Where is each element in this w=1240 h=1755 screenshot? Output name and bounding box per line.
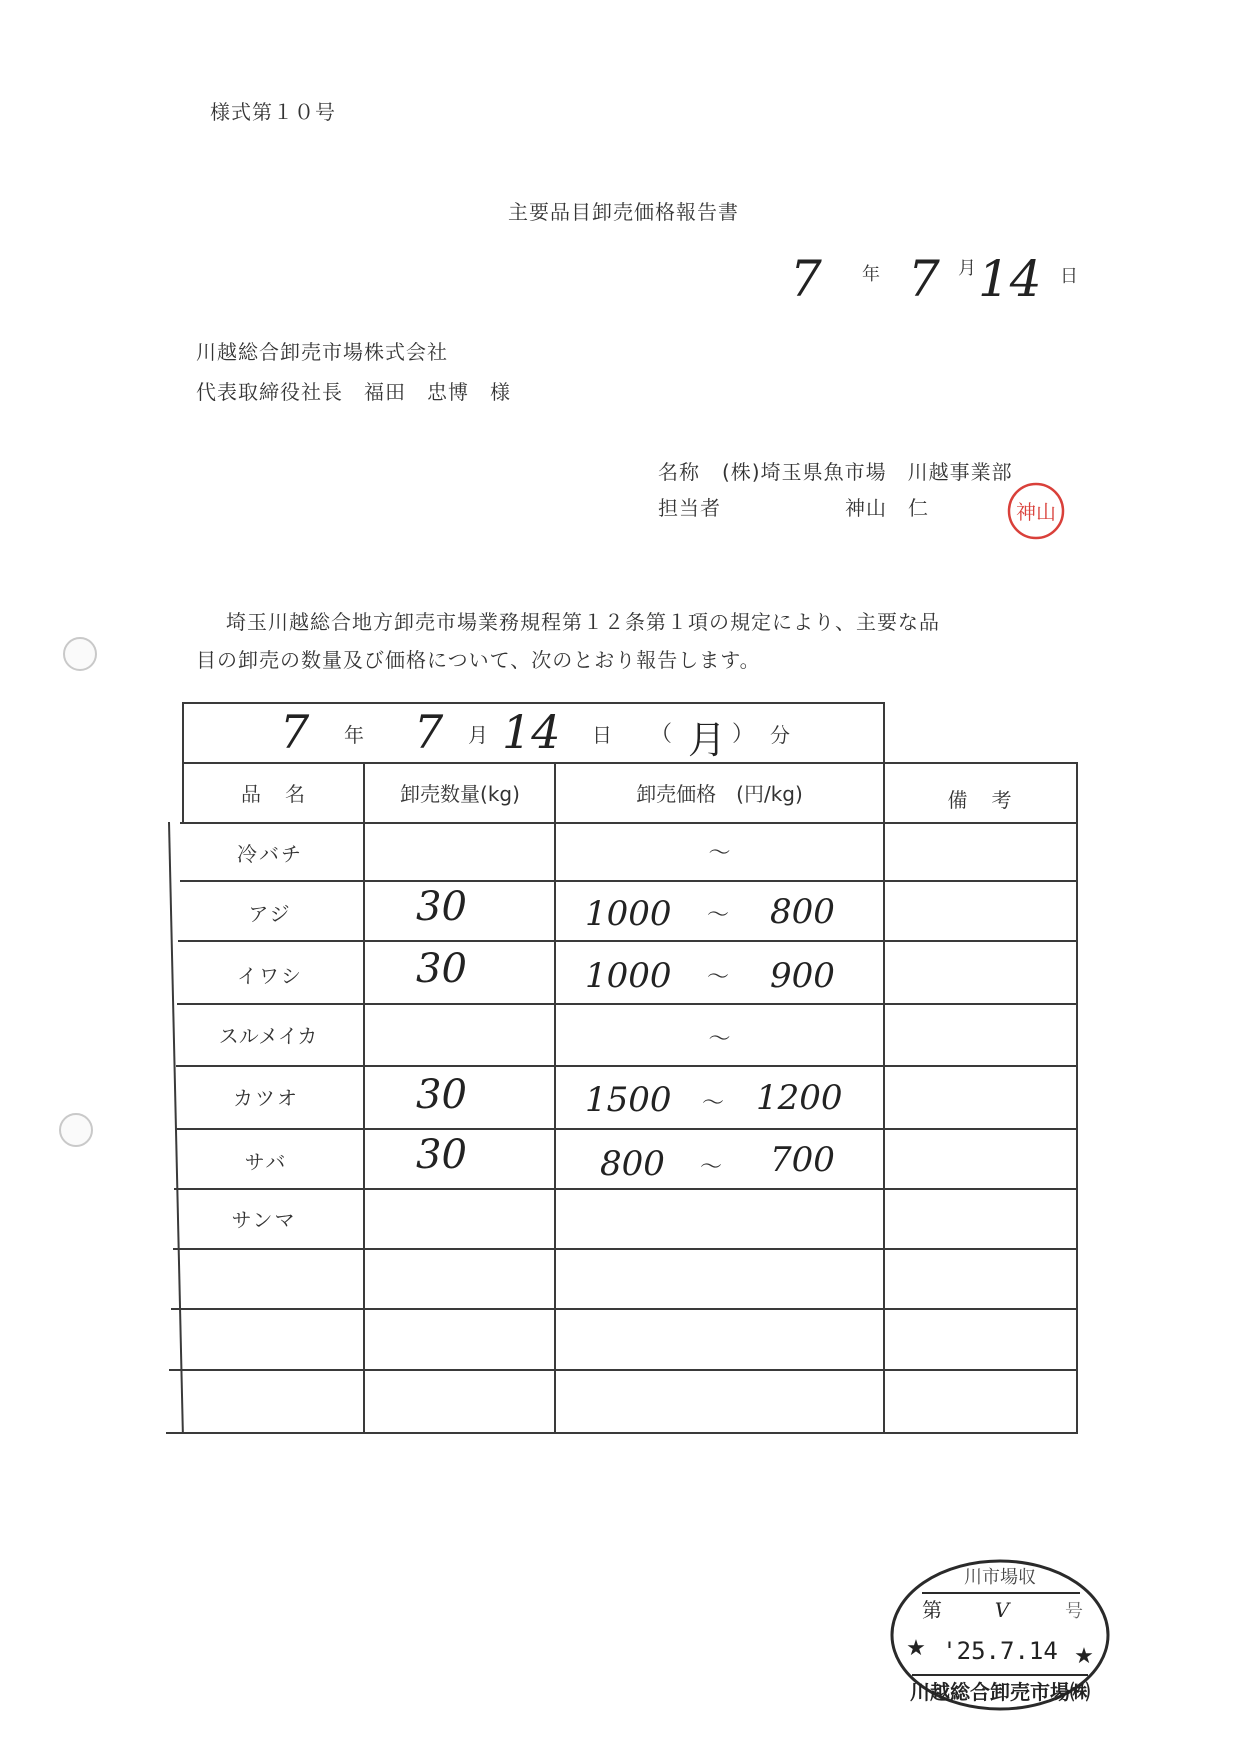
recipient-person: 代表取締役社長 福田 忠博 様	[196, 380, 511, 404]
table-row-line-2	[178, 940, 1078, 942]
table-date-day-unit: 日	[592, 723, 613, 747]
table-row-price-high: 1000	[585, 956, 672, 996]
table-row-line-6	[174, 1188, 1078, 1190]
table-row-price-high: 1500	[585, 1080, 672, 1120]
table-row-item: 冷バチ	[237, 842, 303, 866]
table-date-suffix: 分	[770, 723, 791, 747]
table-date-open-paren: （	[650, 722, 674, 747]
table-row-price-low: 800	[770, 892, 835, 932]
table-date-month-unit: 月	[468, 723, 489, 747]
table-date-weekday: 月	[688, 718, 727, 762]
receipt-stamp	[886, 1555, 1114, 1715]
table-row-line-3	[177, 1003, 1078, 1005]
table-row-price-low: 700	[770, 1140, 835, 1180]
body-text-line-1: 埼玉川越総合地方卸売市場業務規程第１２条第１項の規定により、主要な品	[226, 610, 940, 634]
sender-person-value: 神山 仁	[845, 496, 929, 520]
sender-person-label: 担当者	[658, 496, 721, 520]
table-date-year-unit: 年	[344, 723, 365, 747]
table-row-line-5	[175, 1128, 1078, 1130]
table-header-date	[280, 705, 820, 761]
body-text-line-2: 目の卸売の数量及び価格について、次のとおり報告します。	[196, 648, 761, 672]
seal-text: 神山	[1016, 500, 1056, 524]
table-date-close-paren: ）	[732, 722, 756, 747]
table-right-border	[1076, 762, 1078, 1434]
stamp-bottom-text: 川越総合卸売市場㈱	[910, 1680, 1090, 1704]
sender-name-label: 名称	[658, 460, 700, 484]
table-row-item: サンマ	[231, 1208, 297, 1232]
table-row-item: アジ	[248, 902, 292, 926]
table-header-bottom	[183, 762, 1078, 764]
date-month-unit: 月	[958, 258, 977, 279]
table-row-tilde: 〜	[708, 1027, 731, 1052]
table-date-day: 14	[502, 705, 561, 759]
column-header-note: 備 考	[947, 788, 1014, 812]
stamp-date: '25.7.14	[942, 1637, 1058, 1665]
table-row-quantity: 30	[416, 946, 467, 992]
table-col-line-1	[363, 762, 365, 1434]
table-row-item: イワシ	[237, 964, 303, 988]
table-row-tilde: 〜	[707, 965, 730, 990]
table-row-price-low: 1200	[756, 1078, 843, 1118]
table-row-price-high: 1000	[585, 894, 672, 934]
table-date-month: 7	[414, 705, 444, 759]
table-row-line-9	[169, 1369, 1078, 1371]
table-row-item: カツオ	[233, 1086, 299, 1110]
stamp-left-char: 第	[922, 1598, 942, 1622]
table-row-quantity: 30	[416, 884, 467, 930]
date-year-unit: 年	[862, 264, 881, 285]
column-header-item: 品 名	[241, 782, 307, 806]
table-columns-bottom	[180, 822, 1078, 824]
date-day: 14	[978, 250, 1042, 308]
table-row-price-low: 900	[770, 956, 835, 996]
form-number: 様式第１０号	[210, 100, 336, 124]
table-bottom-border	[166, 1432, 1078, 1434]
table-row-item: スルメイカ	[218, 1024, 318, 1048]
stamp-right-char: 号	[1065, 1601, 1083, 1622]
stamp-star-right: ★	[1074, 1644, 1094, 1669]
table-row-line-4	[176, 1065, 1078, 1067]
date-month: 7	[908, 250, 940, 308]
column-header-price: 卸売価格 (円/kg)	[636, 782, 803, 806]
table-row-line-7	[173, 1248, 1078, 1250]
table-row-tilde: 〜	[700, 1155, 723, 1180]
table-top-border	[183, 702, 885, 704]
table-row-quantity: 30	[416, 1072, 467, 1118]
table-row-line-1	[180, 880, 1078, 882]
table-row-quantity: 30	[416, 1132, 467, 1178]
table-row-tilde: 〜	[702, 1091, 725, 1116]
sender-name-value: (株)埼玉県魚市場 川越事業部	[722, 460, 1013, 484]
table-row-item: サバ	[244, 1150, 288, 1174]
date-day-unit: 日	[1060, 266, 1079, 287]
table-row-line-8	[171, 1308, 1078, 1310]
table-row-tilde: 〜	[707, 903, 730, 928]
date-year: 7	[790, 250, 822, 308]
table-date-year: 7	[280, 705, 310, 759]
document-title: 主要品目卸売価格報告書	[508, 200, 739, 224]
column-header-quantity: 卸売数量(kg)	[400, 782, 520, 806]
stamp-top-text: 川市場収	[964, 1567, 1036, 1588]
table-row-tilde: 〜	[708, 841, 731, 866]
stamp-star-left: ★	[906, 1636, 926, 1661]
stamp-check: V	[994, 1598, 1010, 1622]
recipient-company: 川越総合卸売市場株式会社	[196, 340, 448, 364]
table-row-price-high: 800	[600, 1144, 665, 1184]
